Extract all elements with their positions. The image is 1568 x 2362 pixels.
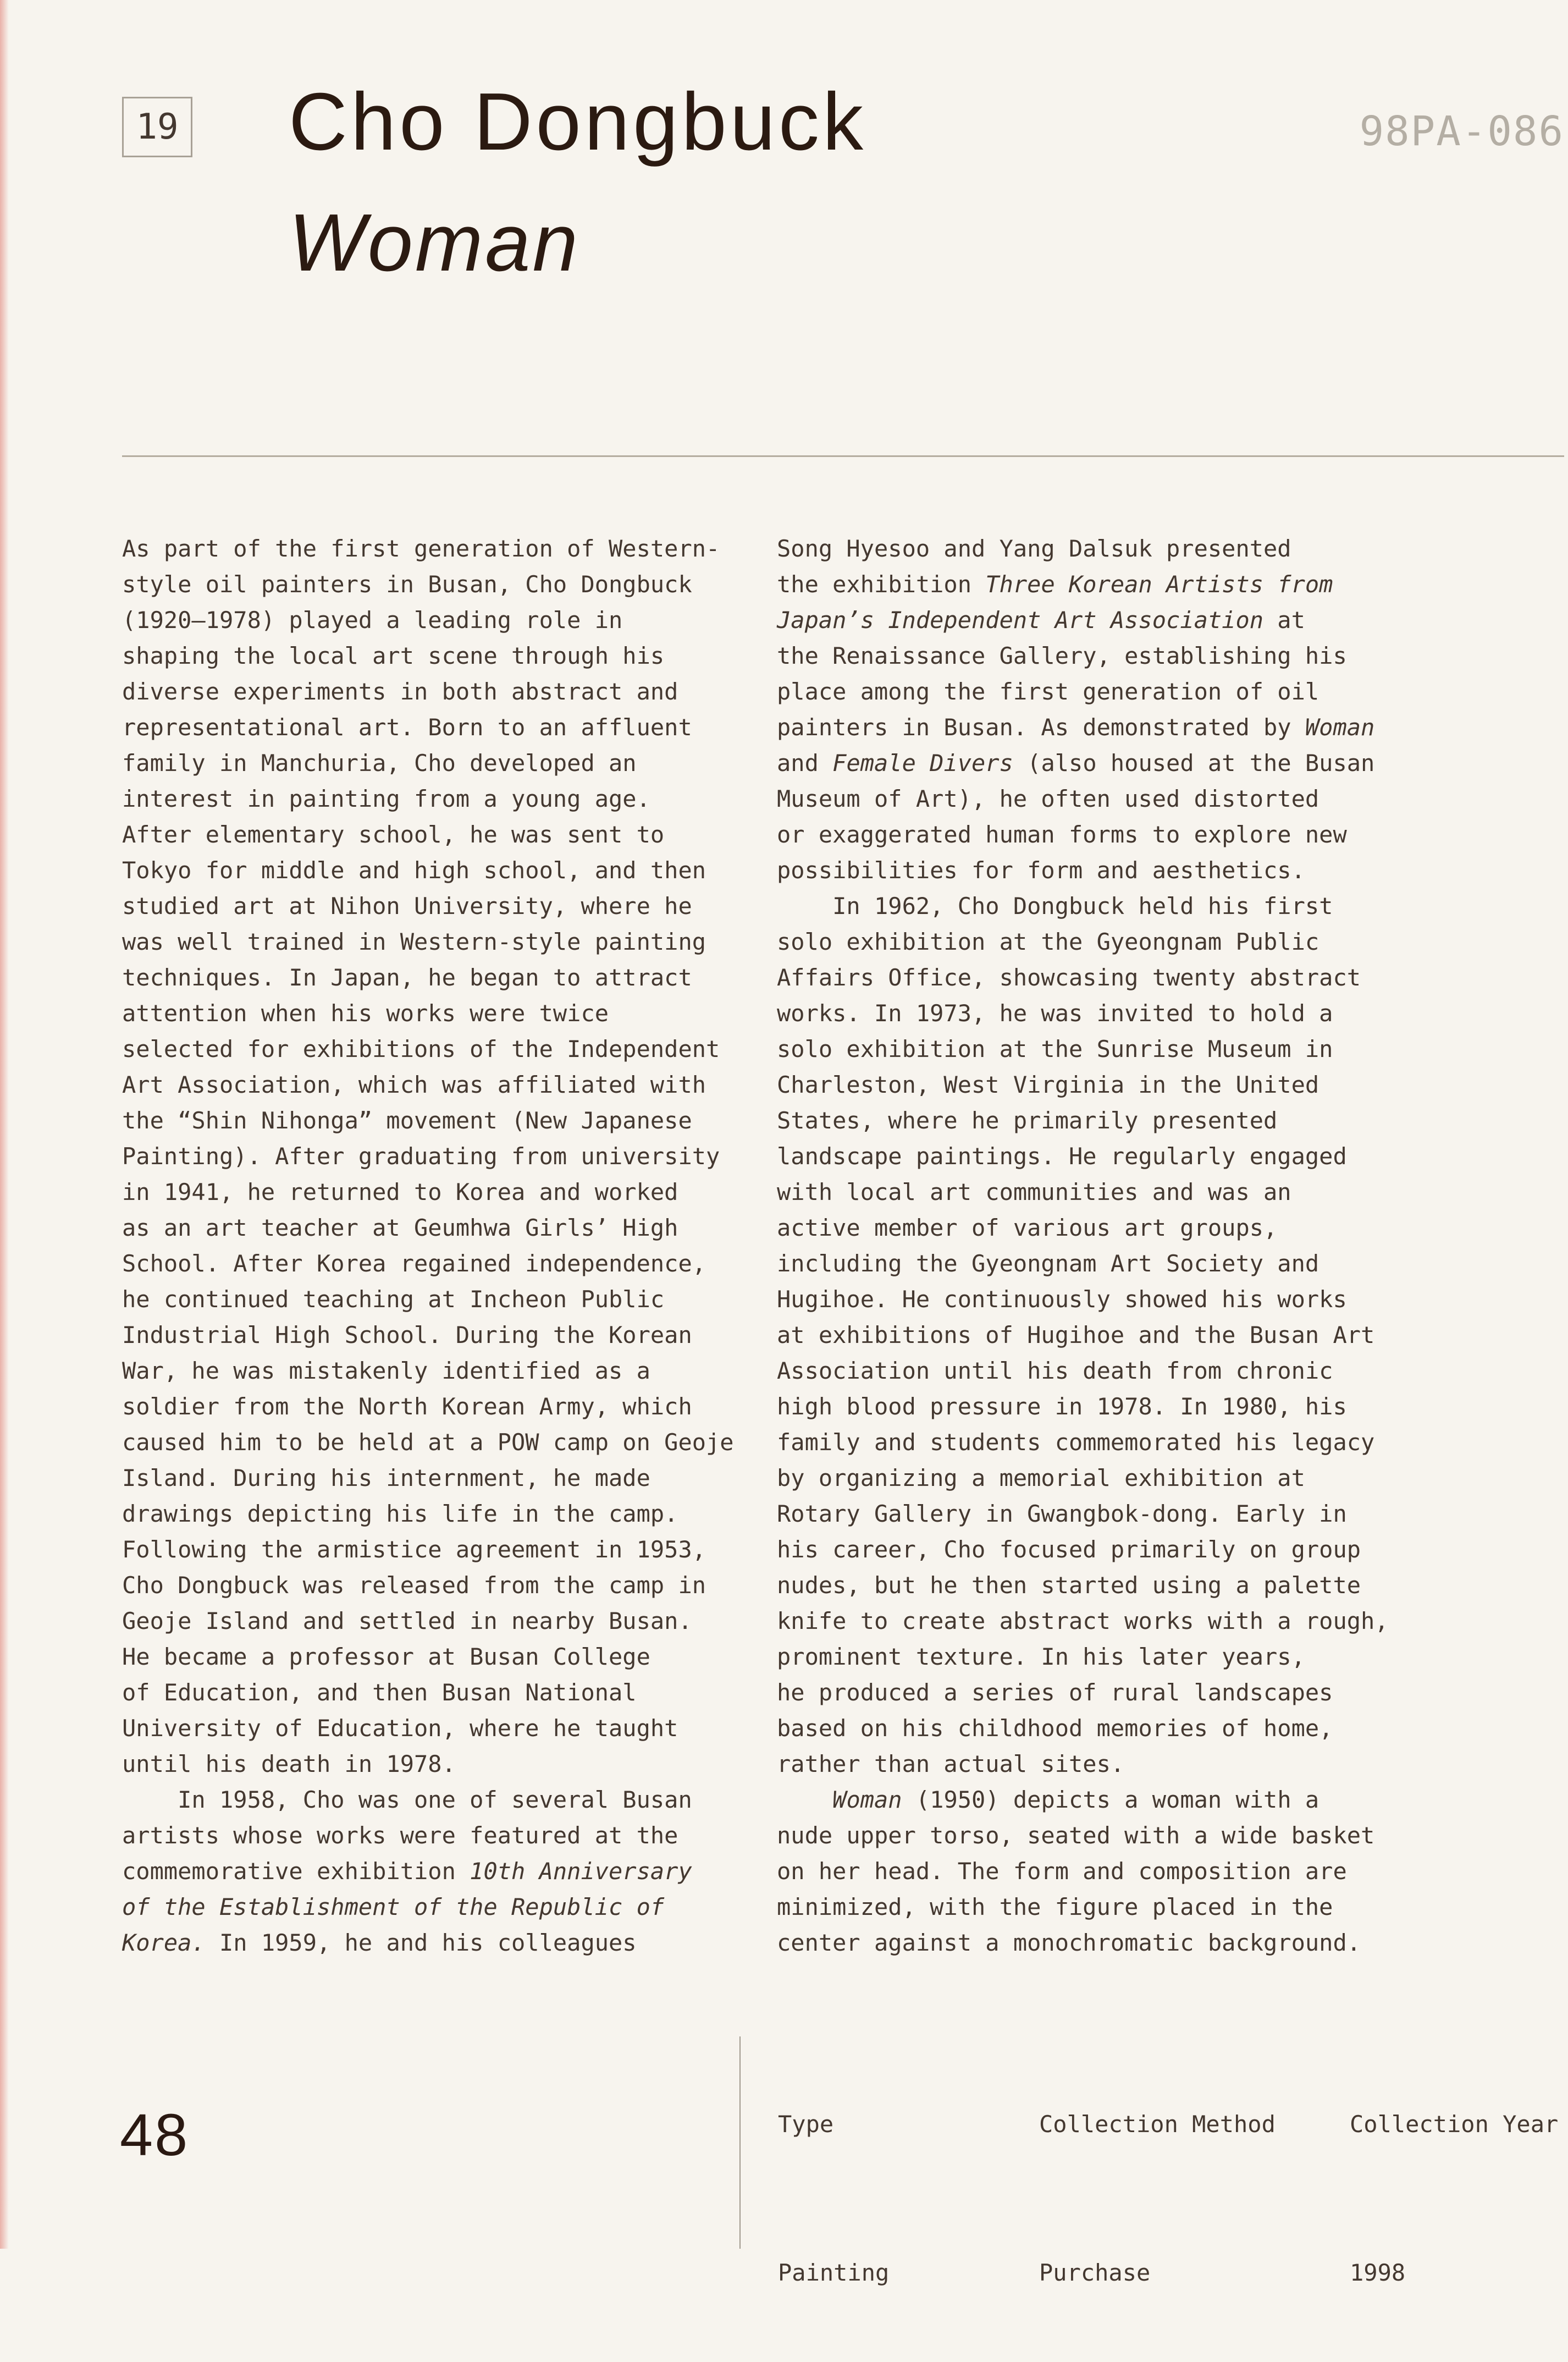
text-line: works. In 1973, he was invited to hold a: [777, 1000, 1333, 1027]
text-line: family in Manchuria, Cho developed an: [122, 750, 637, 777]
text-line: Museum of Art), he often used distorted: [777, 785, 1319, 812]
text-line: active member of various art groups,: [777, 1214, 1278, 1241]
text-line: landscape paintings. He regularly engaged: [777, 1143, 1347, 1170]
text-line: Island. During his internment, he made: [122, 1464, 650, 1491]
text-line: of Education, and then Busan National: [122, 1679, 637, 1706]
text-line: including the Gyeongnam Art Society and: [777, 1250, 1319, 1277]
text-line: Song Hyesoo and Yang Dalsuk presented: [777, 535, 1291, 562]
footer-divider-line: [739, 2036, 741, 2249]
text-line: studied art at Nihon University, where he: [122, 893, 692, 920]
text-line: techniques. In Japan, he began to attract: [122, 964, 692, 991]
text-line: was well trained in Western-style painting: [122, 928, 706, 955]
text-line: After elementary school, he was sent to: [122, 821, 665, 848]
text-line: soldier from the North Korean Army, which: [122, 1393, 692, 1420]
text-line: at exhibitions of Hugihoe and the Busan Art: [777, 1322, 1375, 1348]
meta-field-type: [778, 2035, 889, 2362]
text-line: University of Education, where he taught: [122, 1715, 678, 1742]
text-line: painters in Busan. As demonstrated by Woman: [777, 714, 1375, 741]
text-line: possibilities for form and aesthetics.: [777, 857, 1305, 884]
accession-code: 98PA-086: [1359, 108, 1564, 155]
text-line: family and students commemorated his legacy: [777, 1429, 1375, 1456]
text-line: In 1958, Cho was one of several Busan: [122, 1786, 692, 1813]
text-line: rather than actual sites.: [777, 1750, 1125, 1777]
text-line: nude upper torso, seated with a wide basket: [777, 1822, 1375, 1849]
text-line: Woman (1950) depicts a woman with a: [832, 1786, 1319, 1813]
artist-name: Cho Dongbuck: [289, 76, 867, 167]
text-line: shaping the local art scene through his: [122, 642, 665, 669]
scan-edge-artifact: [0, 0, 9, 2249]
text-line: the Renaissance Gallery, establishing his: [777, 642, 1347, 669]
text-line: as an art teacher at Geumhwa Girls’ High: [122, 1214, 678, 1241]
text-line: on her head. The form and composition are: [777, 1858, 1347, 1885]
text-line: Geoje Island and settled in nearby Busan.: [122, 1607, 692, 1634]
text-line: minimized, with the figure placed in the: [777, 1893, 1333, 1920]
text-line: Affairs Office, showcasing twenty abstract: [777, 964, 1361, 991]
meta-value: 1998: [1350, 2259, 1406, 2286]
text-line: Association until his death from chronic: [777, 1357, 1333, 1384]
work-title: Woman: [289, 197, 580, 288]
text-line: Cho Dongbuck was released from the camp in: [122, 1572, 706, 1599]
text-line: of the Establishment of the Republic of: [122, 1893, 665, 1920]
text-line: by organizing a memorial exhibition at: [777, 1464, 1305, 1491]
text-line: Korea. In 1959, he and his colleagues: [122, 1929, 637, 1956]
text-line: representational art. Born to an affluent: [122, 714, 692, 741]
essay-left-column: [122, 531, 734, 1961]
text-line: and Female Divers (also housed at the Busan: [777, 750, 1375, 777]
text-line: War, he was mistakenly identified as a: [122, 1357, 650, 1384]
text-line: he produced a series of rural landscapes: [777, 1679, 1333, 1706]
text-line: interest in painting from a young age.: [122, 785, 650, 812]
text-line: As part of the first generation of Western-: [122, 535, 720, 562]
text-line: in 1941, he returned to Korea and worked: [122, 1179, 678, 1205]
meta-field-collection-year: [1350, 2035, 1558, 2362]
text-line: style oil painters in Busan, Cho Dongbuck: [122, 571, 692, 598]
text-line: place among the first generation of oil: [777, 678, 1319, 705]
text-line: the exhibition Three Korean Artists from: [777, 571, 1333, 598]
text-line: Industrial High School. During the Korean: [122, 1322, 692, 1348]
text-line: Japan’s Independent Art Association at: [777, 607, 1305, 634]
text-line: or exaggerated human forms to explore new: [777, 821, 1347, 848]
text-line: In 1962, Cho Dongbuck held his first: [777, 893, 1333, 920]
catalog-number: 19: [136, 107, 179, 147]
text-line: artists whose works were featured at the: [122, 1822, 678, 1849]
text-line: with local art communities and was an: [777, 1179, 1291, 1205]
text-line: Tokyo for middle and high school, and then: [122, 857, 706, 884]
text-line: he continued teaching at Incheon Public: [122, 1286, 665, 1313]
text-line: center against a monochromatic background.: [777, 1929, 1361, 1956]
text-line: the “Shin Nihonga” movement (New Japanese: [122, 1107, 692, 1134]
text-line: Following the armistice agreement in 1953,: [122, 1536, 706, 1563]
text-line: He became a professor at Busan College: [122, 1643, 650, 1670]
text-line: (1920–1978) played a leading role in: [122, 607, 623, 634]
essay-right-column: [777, 531, 1389, 1961]
page-number: 48: [120, 2101, 190, 2168]
text-line: Charleston, West Virginia in the United: [777, 1071, 1319, 1098]
text-line: high blood pressure in 1978. In 1980, his: [777, 1393, 1347, 1420]
header-divider-rule: [122, 455, 1564, 457]
meta-label: Collection Year: [1350, 2111, 1559, 2138]
text-line: Painting). After graduating from university: [122, 1143, 720, 1170]
text-line: knife to create abstract works with a rough,: [777, 1607, 1389, 1634]
text-line: caused him to be held at a POW camp on Geoje: [122, 1429, 734, 1456]
text-line: Art Association, which was affiliated with: [122, 1071, 706, 1098]
text-line: until his death in 1978.: [122, 1750, 456, 1777]
meta-label: Type: [778, 2111, 834, 2138]
text-line: School. After Korea regained independence,: [122, 1250, 706, 1277]
text-line: attention when his works were twice: [122, 1000, 609, 1027]
meta-label: Collection Method: [1039, 2111, 1276, 2138]
text-line: selected for exhibitions of the Independent: [122, 1036, 720, 1062]
text-line: Hugihoe. He continuously showed his works: [777, 1286, 1347, 1313]
text-line: based on his childhood memories of home,: [777, 1715, 1333, 1742]
text-line: diverse experiments in both abstract and: [122, 678, 678, 705]
text-line: solo exhibition at the Sunrise Museum in: [777, 1036, 1333, 1062]
catalog-number-box: [122, 97, 192, 157]
meta-value: Painting: [778, 2259, 890, 2286]
text-line: nudes, but he then started using a palette: [777, 1572, 1361, 1599]
text-line: drawings depicting his life in the camp.: [122, 1500, 678, 1527]
text-line: States, where he primarily presented: [777, 1107, 1278, 1134]
text-line: his career, Cho focused primarily on group: [777, 1536, 1361, 1563]
text-line: solo exhibition at the Gyeongnam Public: [777, 928, 1319, 955]
text-line: prominent texture. In his later years,: [777, 1643, 1305, 1670]
text-line: Rotary Gallery in Gwangbok-dong. Early in: [777, 1500, 1347, 1527]
meta-value: Purchase: [1039, 2259, 1151, 2286]
meta-field-collection-method: [1039, 2035, 1276, 2362]
text-line: commemorative exhibition 10th Anniversary: [122, 1858, 692, 1885]
